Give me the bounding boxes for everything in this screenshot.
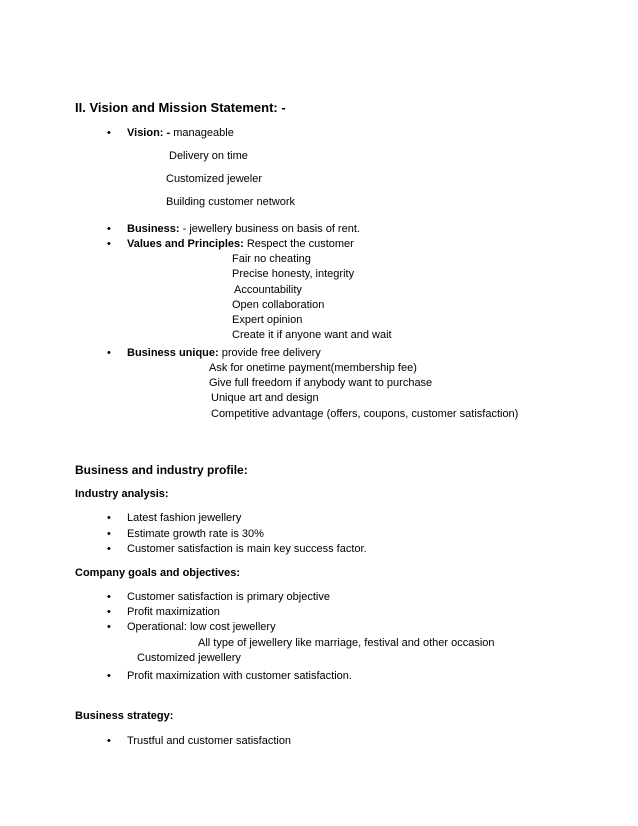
business-text: - jewellery business on basis of rent.	[179, 223, 360, 235]
bullet-icon: •	[107, 223, 111, 235]
values-line: Fair no cheating	[232, 253, 311, 265]
list-item: Trustful and customer satisfaction	[127, 735, 292, 747]
values-label: Values and Principles:	[127, 238, 244, 250]
bullet-icon: •	[107, 512, 111, 524]
bullet-icon: •	[107, 621, 111, 633]
goals-line: Customized jewellery	[137, 652, 241, 664]
bullet-icon: •	[107, 238, 111, 250]
list-item: Profit maximization	[127, 606, 220, 618]
bullet-icon: •	[107, 591, 111, 603]
list-item: Estimate growth rate is 30%	[127, 528, 264, 540]
values-line: Expert opinion	[232, 314, 303, 326]
unique-item	[127, 346, 321, 360]
unique-label: Business unique:	[127, 347, 219, 359]
vision-first: manageable	[173, 127, 234, 139]
business-label: Business:	[127, 223, 180, 235]
bullet-icon: •	[107, 670, 111, 682]
values-line: Create it if anyone want and wait	[232, 329, 392, 341]
unique-line: Give full freedom if anybody want to purchase	[209, 377, 433, 389]
vision-item	[127, 126, 234, 140]
unique-first: provide free delivery	[221, 347, 321, 359]
list-item: Customer satisfaction is main key success factor.	[127, 543, 367, 555]
bullet-icon: •	[107, 543, 111, 555]
unique-line: Competitive advantage (offers, coupons, customer satisfaction)	[211, 408, 519, 420]
list-item: Operational: low cost jewellery	[127, 621, 276, 633]
vision-line: Customized jeweler	[166, 173, 262, 185]
unique-line: Ask for onetime payment(membership fee)	[209, 362, 417, 374]
values-line: Accountability	[234, 284, 302, 296]
strategy-heading: Business strategy:	[75, 710, 174, 722]
vision-line: Delivery on time	[169, 150, 248, 162]
bullet-icon: •	[107, 528, 111, 540]
values-line: Precise honesty, integrity	[232, 268, 355, 280]
vision-line: Building customer network	[166, 196, 296, 208]
bullet-icon: •	[107, 606, 111, 618]
list-item: Customer satisfaction is primary objective	[127, 591, 330, 603]
business-item	[127, 222, 360, 236]
vision-label: Vision: -	[127, 127, 171, 139]
bullet-icon: •	[107, 347, 111, 359]
industry-heading: Industry analysis:	[75, 488, 169, 500]
values-first: Respect the customer	[246, 238, 354, 250]
bullet-icon: •	[107, 735, 111, 747]
vision-mission-heading: II. Vision and Mission Statement: -	[75, 100, 286, 115]
list-item: Latest fashion jewellery	[127, 512, 242, 524]
values-item	[127, 237, 354, 251]
list-item: Profit maximization with customer satisfaction.	[127, 670, 352, 682]
bullet-icon: •	[107, 127, 111, 139]
goals-heading: Company goals and objectives:	[75, 567, 241, 579]
goals-line: All type of jewellery like marriage, festival and other occasion	[198, 637, 495, 649]
profile-heading: Business and industry profile:	[75, 463, 248, 477]
unique-line: Unique art and design	[211, 392, 319, 404]
values-line: Open collaboration	[232, 299, 325, 311]
